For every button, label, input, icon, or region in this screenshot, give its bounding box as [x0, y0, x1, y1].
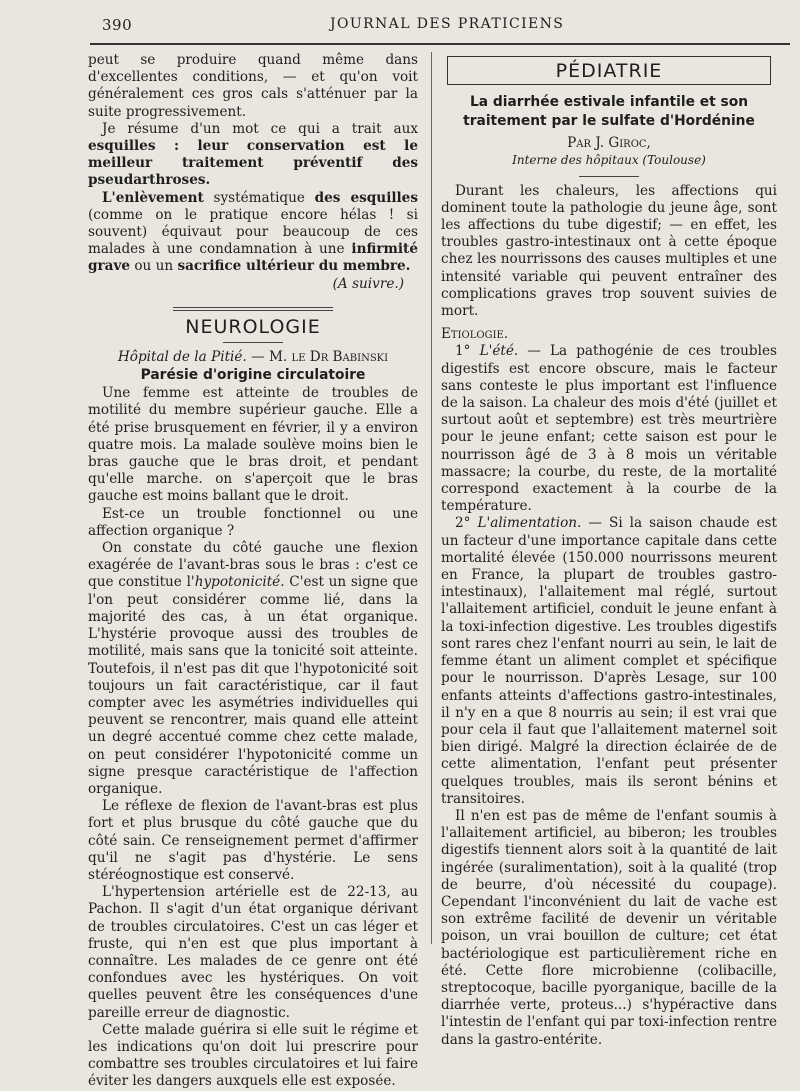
page-header [0, 12, 800, 46]
subheading-etiologie: Etiologie. [441, 326, 509, 343]
column-divider [431, 52, 432, 944]
article-title: La diarrhée estivale infantile et son traitement par le sulfate d'Hordénine [463, 94, 755, 130]
text-run: On constate du côté gauche une flexion exagérée de l'avant-bras sous le bras : c'est ce que constitue l' [88, 540, 418, 591]
left-column [88, 52, 418, 1091]
paragraph [441, 343, 777, 515]
to-be-continued: (A suivre.) [332, 275, 404, 292]
paragraph-summary [88, 121, 418, 190]
bold-text: infirmité grave [88, 241, 418, 275]
section-box [447, 56, 771, 85]
text-run: systématique [203, 189, 315, 206]
author-name: — M. le Dr Babinski [246, 349, 389, 366]
text-run: (comme on le pratique encore hélas ! si souvent) équivaut pour beaucoup de ces malades à une condamnation à une [88, 206, 418, 258]
hospital-name: Hôpital de la Pitié. [117, 349, 247, 366]
right-column [441, 52, 777, 1049]
bold-text: esquilles : leur conservation est le meilleur traitement préventif des pseudarthroses. [88, 138, 418, 189]
text-run: — La pathogénie de ces troubles digestifs est encore obscure, mais le facteur sans conteste le plus important est l'influence de la saison. La chaleur des mois d'été (juillet et surtout août et septembre) est très meurtrière pour le jeune enfant; cette saison est pour le nourrisson âgé de 3 à 8 mois un véritable massacre; la courbe, du reste, de la mortalité correspond exactement à la courbe de la température. [441, 343, 777, 515]
paragraph: Cette malade guérira si elle suit le régime et les indications qu'on doit lui prescrire pour combattre ses troubles circulatoires et lui faire éviter les dangers auxquels elle est exposée. [88, 1021, 418, 1090]
list-number: 2° [455, 515, 478, 532]
article-title: Parésie d'origine circulatoire [140, 367, 366, 384]
paragraph [88, 540, 418, 798]
section-title-pediatrie: PÉDIATRIE [555, 60, 663, 82]
bold-text: sacrifice ultérieur du membre. [177, 258, 411, 275]
article-byline [88, 349, 418, 366]
italic-label: L'alimentation. [477, 515, 582, 532]
paragraph-removal [88, 190, 418, 276]
running-title: JOURNAL DES PRATICIENS [330, 16, 565, 32]
text-run: Je résume d'un mot ce qui a trait aux [102, 120, 418, 137]
paragraph: L'hypertension artérielle est de 22-13, au Pachon. Il s'agit d'un état organique dérivant de troubles circulatoires. C'est un cas léger et fruste, qui n'en est que plus important à connaître. Les malades de ce genre ont été confondues avec les hystériques. On voit quelles peuvent être les conséquences d'une pareille erreur de diagnostic. [88, 884, 418, 1021]
title-rule [223, 342, 283, 343]
paragraph: Le réflexe de flexion de l'avant-bras est plus fort et plus brusque du côté gauche que du côté sain. Ce renseignement permet d'affirmer qu'il ne s'agit pas d'hystérie. Le sens stéréognostique est conservé. [88, 798, 418, 883]
title-rule [579, 176, 639, 177]
byline: Par J. Giroc, [567, 135, 651, 152]
text-run: C'est un signe que l'on peut considérer comme lié, dans la majorité des cas, à un état organique. L'hystérie provoque aussi des troubles de motilité, mais sans que la tonicité soit atteinte. Toutefois, il n'est pas dit que l'hypotonicité soit toujours un fait caractéristique, car il faut compter avec les asymétries individuelles qui peuvent se rencontrer, mais quand elle atteint un degré accentué comme chez cette malade, on peut considérer l'hypotonicité comme un signe presque caractéristique de l'affection organique. [88, 574, 418, 797]
paragraph: Il n'en est pas de même de l'enfant soumis à l'allaitement artificiel, au biberon; les troubles digestifs tiennent alors soit à la quantité de lait ingérée (suralimentation), soit à la qualité (trop de beurre, d'où nécessité du coupage). Cependant l'inconvénient du lait de vache est son extrême facilité de devenir un véritable poison, un vrai bouillon de culture; cet état bactériologique est particulièrement riche en été. Cette flore microbienne (colibacille, streptocoque, bacille pyorganique, bacille de la diarrhée verte, proteus...) s'hypéractive dans l'intestin de l'enfant qui par toxi-infection rentre dans la gastro-entérite. [441, 807, 777, 1048]
italic-label: L'été. [479, 343, 519, 360]
header-rule [90, 43, 790, 45]
section-title-neurologie: NEUROLOGIE [185, 315, 321, 338]
page-number: 390 [102, 16, 133, 34]
list-number: 1° [455, 343, 480, 360]
paragraph [441, 515, 777, 807]
paragraph-continuation: peut se produire quand même dans d'excellentes conditions, — et qu'on voit généralement ces gros cals s'atténuer par la suite progressivement. [88, 52, 418, 120]
affiliation: Interne des hôpitaux (Toulouse) [512, 153, 706, 168]
bold-text: des esquilles [314, 189, 418, 206]
paragraph: Est-ce un trouble fonctionnel ou une affection organique ? [88, 505, 418, 539]
text-run: — Si la saison chaude est un facteur d'une importance capitale dans cette mortalité élevée (150.000 nourrissons meurent en France, la plupart de troubles gastro-intestinaux), l'allaitement mal réglé, surtout l'allaitement artificiel, conduit le jeune enfant à la toxi-infection digestive. Les troubles digestifs sont rares chez l'enfant nourri au sein, le lait de femme étant un aliment complet et spécifique pour le nourrisson. D'après Lesage, sur 100 enfants atteints d'affections gastro-intestinales, il n'y en a que 8 nourris au sein; il est vrai que pour cela il faut que l'allaitement maternel soit bien dirigé. Malgré la direction éclairée de de cette alimentation, l'enfant peut présenter quelques troubles, mais ils seront bénins et transitoires. [441, 515, 777, 807]
text-run: ou un [130, 258, 178, 275]
paragraph: Durant les chaleurs, les affections qui dominent toute la pathologie du jeune âge, sont les affections du tube digestif; — en effet, les troubles gastro-intestinaux ont à cette époque chez les nourrissons des causes multiples et une intensité variable qui peuvent entraîner des complications graves trop souvent suivies de mort. [441, 182, 777, 320]
italic-term: hypotonicité. [194, 574, 285, 591]
section-rule [173, 307, 333, 311]
paragraph: Une femme est atteinte de troubles de motilité du membre supérieur gauche. Elle a été prise brusquement en février, il y a environ quatre mois. La malade soulève moins bien le bras gauche que le bras droit, et pendant qu'elle marche. on s'aperçoit que le bras gauche est moins ballant que le droit. [88, 385, 418, 505]
bold-text: L'enlèvement [102, 189, 204, 206]
